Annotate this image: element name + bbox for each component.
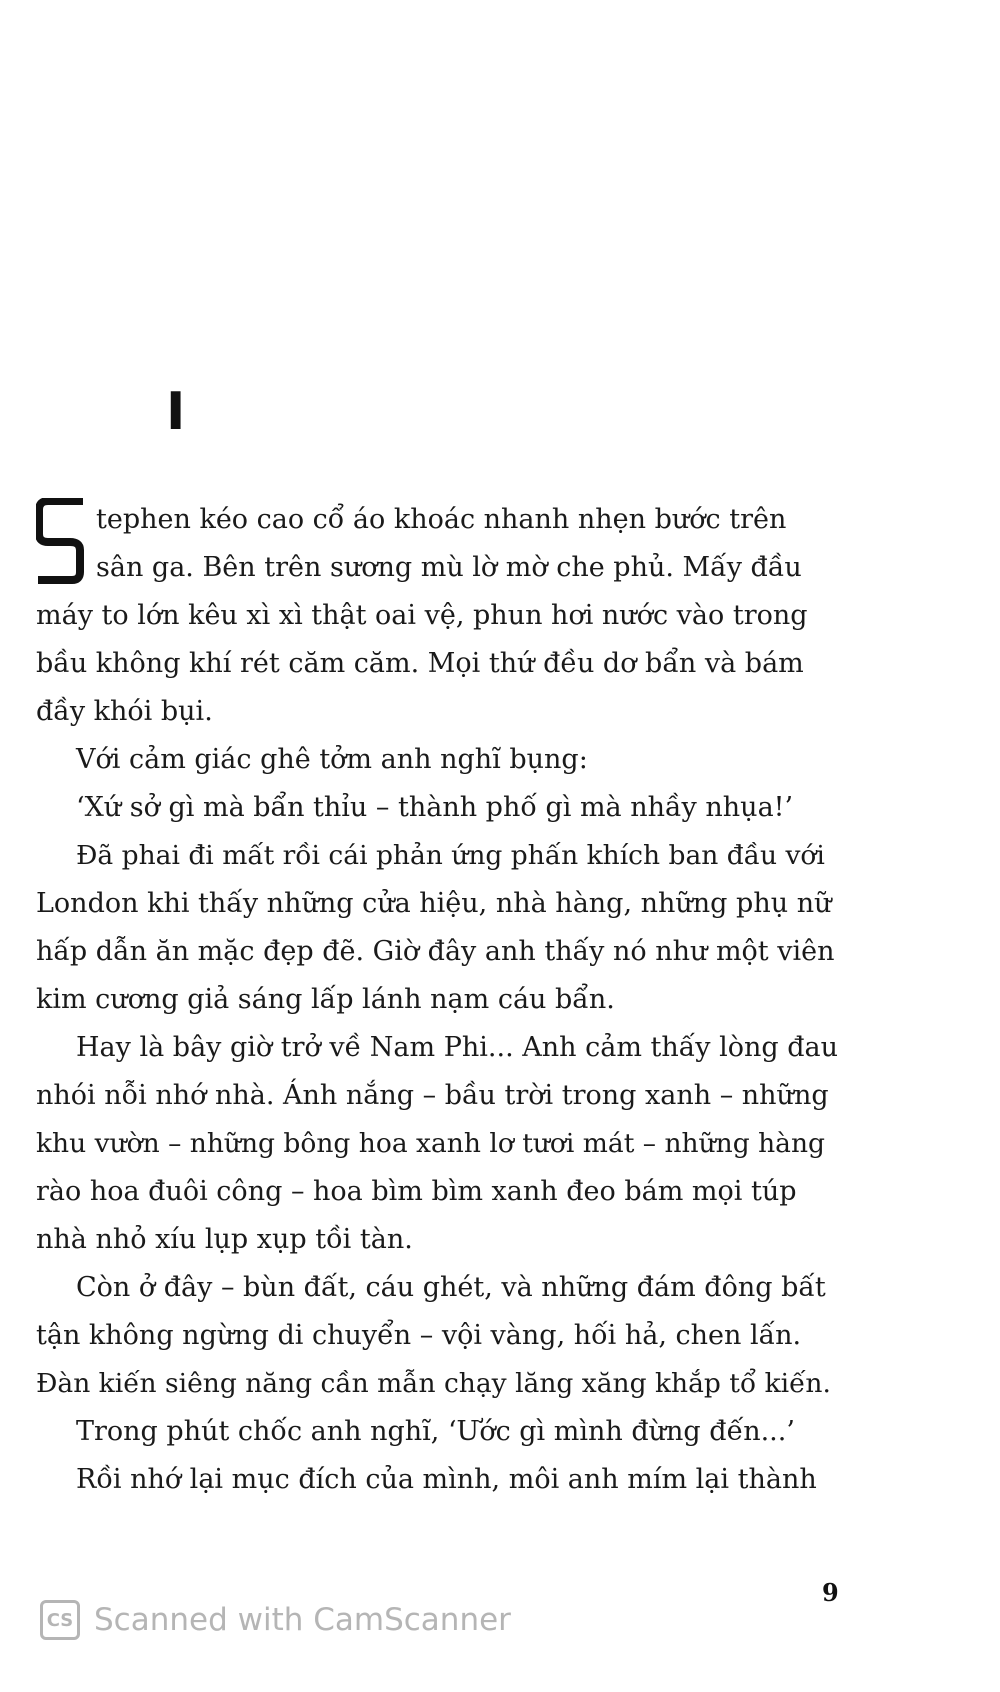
paragraph-line: kim cương giả sáng lấp lánh nạm cáu bẩn. <box>36 984 615 1015</box>
paragraph-line: tận không ngừng di chuyển – vội vàng, hối hả, chen lấn. <box>36 1320 802 1351</box>
paragraph-line: ‘Xứ sở gì mà bẩn thỉu – thành phố gì mà nhầy nhụa!’ <box>76 792 794 823</box>
chapter-number: I <box>166 382 186 442</box>
paragraph-line: Rồi nhớ lại mục đích của mình, môi anh mím lại thành <box>76 1464 817 1495</box>
paragraph-line: khu vườn – những bông hoa xanh lơ tươi mát – những hàng <box>36 1128 825 1159</box>
paragraph-line: Đàn kiến siêng năng cần mẫn chạy lăng xăng khắp tổ kiến. <box>36 1368 831 1399</box>
paragraph-line: hấp dẫn ăn mặc đẹp đẽ. Giờ đây anh thấy nó như một viên <box>36 936 835 967</box>
paragraph-line: Đã phai đi mất rồi cái phản ứng phấn khích ban đầu với <box>76 840 825 871</box>
paragraph-6 <box>36 1264 838 1408</box>
paragraph-line: London khi thấy những cửa hiệu, nhà hàng, những phụ nữ <box>36 888 832 919</box>
paragraph-1 <box>36 496 838 736</box>
drop-cap <box>36 498 86 584</box>
paragraph-8 <box>36 1456 838 1504</box>
paragraph-line: rào hoa đuôi công – hoa bìm bìm xanh đeo bám mọi túp <box>36 1176 797 1207</box>
paragraph-3 <box>36 784 838 832</box>
paragraph-line: Hay là bây giờ trở về Nam Phi... Anh cảm thấy lòng đau <box>76 1032 839 1063</box>
camscanner-logo-icon: CS <box>40 1600 80 1640</box>
paragraph-line <box>36 496 838 544</box>
paragraph-line: Với cảm giác ghê tởm anh nghĩ bụng: <box>76 744 588 775</box>
paragraph-line: sân ga. Bên trên sương mù lờ mờ che phủ. Mấy đầu <box>96 552 802 583</box>
paragraph-line: Còn ở đây – bùn đất, cáu ghét, và những đám đông bất <box>76 1272 826 1303</box>
paragraph-2 <box>36 736 838 784</box>
body-text <box>36 496 838 1504</box>
paragraph-line: nhói nỗi nhớ nhà. Ánh nắng – bầu trời trong xanh – những <box>36 1080 829 1111</box>
paragraph-line: bầu không khí rét căm căm. Mọi thứ đều dơ bẩn và bám <box>36 648 804 679</box>
scanner-watermark <box>40 1600 511 1640</box>
paragraph-line-text: tephen kéo cao cổ áo khoác nhanh nhẹn bước trên <box>96 504 787 535</box>
page-number: 9 <box>822 1578 839 1607</box>
paragraph-4 <box>36 832 838 1024</box>
drop-cap-s-glyph <box>36 498 86 584</box>
paragraph-line: đầy khói bụi. <box>36 696 213 727</box>
paragraph-5 <box>36 1024 838 1264</box>
watermark-text: Scanned with CamScanner <box>94 1602 511 1638</box>
paragraph-line: nhà nhỏ xíu lụp xụp tồi tàn. <box>36 1224 413 1255</box>
paragraph-line: Trong phút chốc anh nghĩ, ‘Ước gì mình đừng đến...’ <box>76 1416 795 1447</box>
paragraph-line: máy to lớn kêu xì xì thật oai vệ, phun hơi nước vào trong <box>36 600 808 631</box>
paragraph-7 <box>36 1408 838 1456</box>
